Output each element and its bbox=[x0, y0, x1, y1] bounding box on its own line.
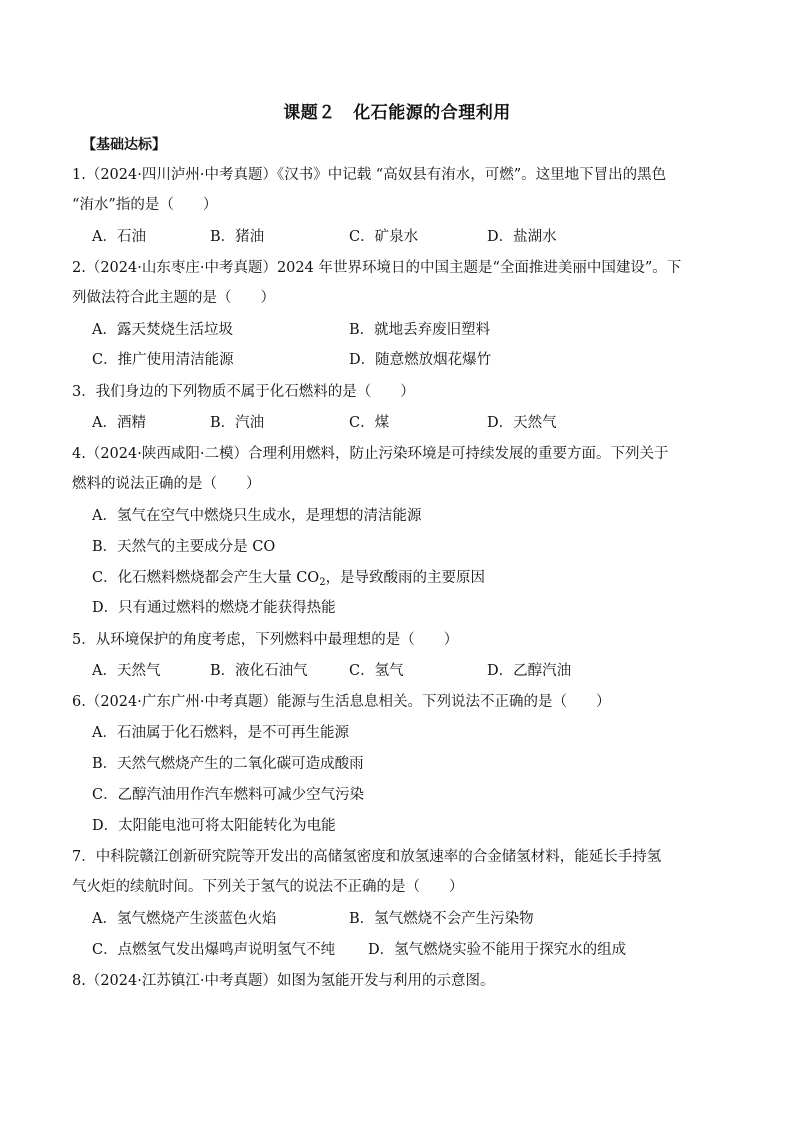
question-1-line-2: “洧水”指的是（ ） bbox=[72, 197, 218, 213]
question-2-option-b: B．就地丢弃废旧塑料 bbox=[349, 322, 491, 338]
question-4-option-c-tail: ，是导致酸雨的主要原因 bbox=[325, 570, 486, 586]
question-1-option-c: C．矿泉水 bbox=[349, 229, 419, 245]
question-7-option-c: C．点燃氢气发出爆鸣声说明氢气不纯 bbox=[92, 942, 336, 958]
question-1-option-a: A．石油 bbox=[92, 229, 146, 245]
question-3-line-1: 3．我们身边的下列物质不属于化石燃料的是（ ） bbox=[72, 384, 415, 400]
question-2-option-d: D．随意燃放烟花爆竹 bbox=[349, 352, 492, 368]
question-6-option-c: C．乙醇汽油用作汽车燃料可减少空气污染 bbox=[92, 787, 365, 803]
question-4-option-c-text: C．化石燃料燃烧都会产生大量 CO bbox=[92, 570, 320, 586]
question-1-option-d: D．盐湖水 bbox=[487, 229, 557, 245]
question-3-option-c: C．煤 bbox=[349, 415, 390, 431]
question-6-option-a: A．石油属于化石燃料，是不可再生能源 bbox=[92, 725, 349, 741]
question-7-line-2: 气火炬的续航时间。下列关于氢气的说法不正确的是（ ） bbox=[72, 879, 464, 895]
question-4-line-1: 4.（2024·陕西咸阳·二模）合理利用燃料，防止污染环境是可持续发展的重要方面。下列关于 bbox=[72, 446, 669, 462]
subscript-two: 2 bbox=[319, 577, 326, 588]
question-4-option-b: B．天然气的主要成分是 CO bbox=[92, 539, 276, 555]
question-7-line-1: 7．中科院赣江创新研究院等开发出的高储氢密度和放氢速率的合金储氢材料，能延长手持氢 bbox=[72, 849, 662, 865]
question-2-line-2: 列做法符合此主题的是（ ） bbox=[72, 290, 275, 306]
question-2-line-1: 2.（2024·山东枣庄·中考真题）2024 年世界环境日的中国主题是“全面推进美丽中国建设”。下 bbox=[72, 260, 682, 276]
question-6-option-b: B．天然气燃烧产生的二氧化碳可造成酸雨 bbox=[92, 756, 364, 772]
question-1-option-b: B．猪油 bbox=[210, 229, 265, 245]
question-5-option-c: C．氢气 bbox=[349, 663, 404, 679]
question-2-option-a: A．露天焚烧生活垃圾 bbox=[92, 322, 233, 338]
question-4-option-a: A．氢气在空气中燃烧只生成水，是理想的清洁能源 bbox=[92, 508, 422, 524]
question-5-option-a: A．天然气 bbox=[92, 663, 161, 679]
question-1-line-1: 1.（2024·四川泸州·中考真题）《汉书》中记载 “高奴县有洧水，可燃”。这里地下冒出的黑色 bbox=[72, 167, 667, 183]
question-4-option-d: D．只有通过燃料的燃烧才能获得热能 bbox=[92, 600, 336, 616]
question-6-line-1: 6.（2024·广东广州·中考真题）能源与生活息息相关。下列说法不正确的是（ ） bbox=[72, 694, 611, 710]
section-heading: 【基础达标】 bbox=[82, 137, 166, 153]
question-5-line-1: 5．从环境保护的角度考虑，下列燃料中最理想的是（ ） bbox=[72, 632, 459, 648]
question-6-option-d: D．太阳能电池可将太阳能转化为电能 bbox=[92, 818, 336, 834]
page-title: 课题２ 化石能源的合理利用 bbox=[283, 103, 511, 123]
question-3-option-b: B．汽油 bbox=[210, 415, 265, 431]
question-7-option-b: B．氢气燃烧不会产生污染物 bbox=[349, 911, 534, 927]
question-5-option-d: D．乙醇汽油 bbox=[487, 663, 572, 679]
question-8-line-1: 8.（2024·江苏镇江·中考真题）如图为氢能开发与利用的示意图。 bbox=[72, 973, 495, 989]
question-7-option-d: D．氢气燃烧实验不能用于探究水的组成 bbox=[368, 942, 627, 958]
question-5-option-b: B．液化石油气 bbox=[210, 663, 308, 679]
question-3-option-d: D．天然气 bbox=[487, 415, 557, 431]
question-2-option-c: C．推广使用清洁能源 bbox=[92, 352, 234, 368]
question-4-option-c bbox=[92, 568, 485, 593]
question-7-option-a: A．氢气燃烧产生淡蓝色火焰 bbox=[92, 911, 277, 927]
question-3-option-a: A．酒精 bbox=[92, 415, 146, 431]
question-4-line-2: 燃料的说法正确的是（ ） bbox=[72, 476, 261, 492]
